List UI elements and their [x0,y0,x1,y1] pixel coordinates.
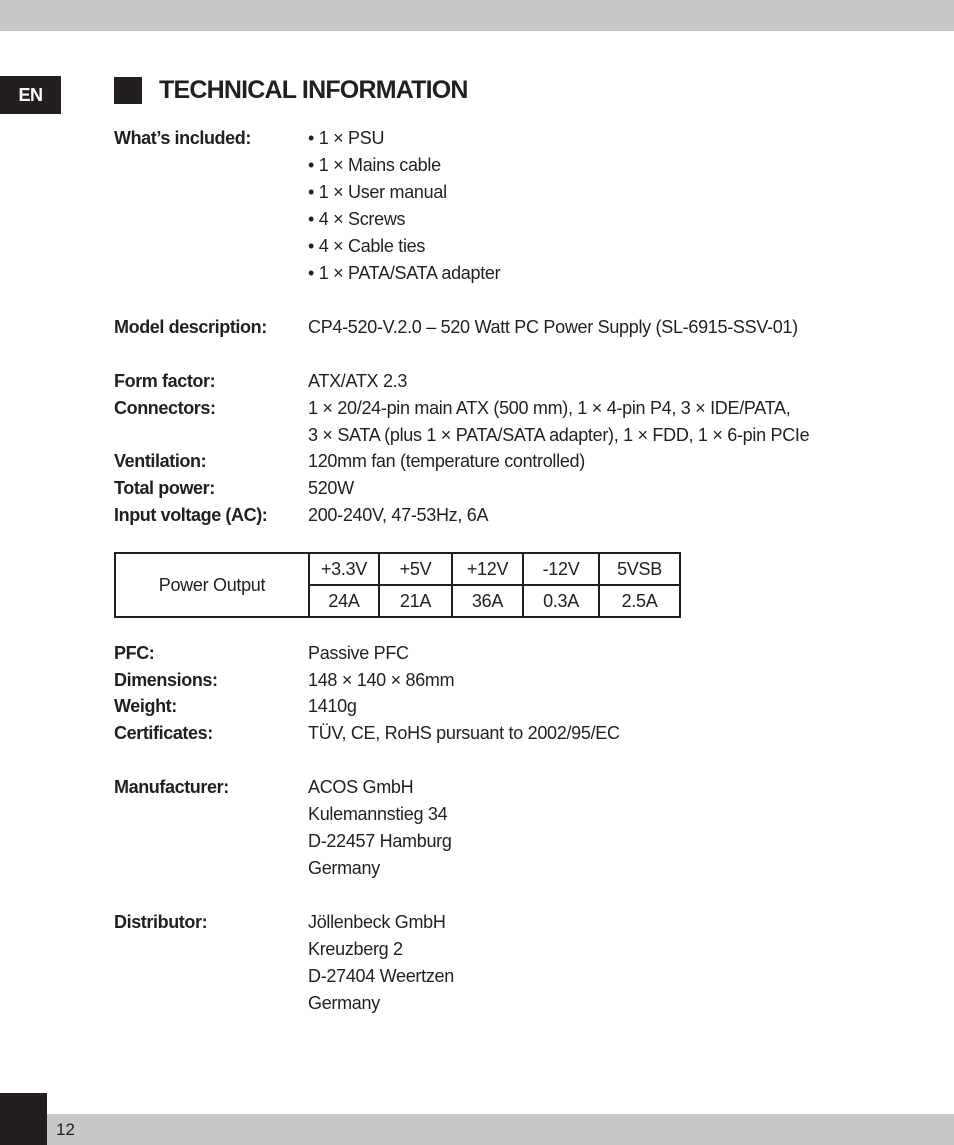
input-voltage-value: 200-240V, 47-53Hz, 6A [308,505,489,525]
rail-voltage-cell: -12V [523,553,599,585]
language-tab: EN [0,76,61,114]
certificates-value: TÜV, CE, RoHS pursuant to 2002/95/EC [308,723,620,743]
table-row [115,553,680,585]
rail-current-cell: 2.5A [599,585,680,617]
power-output-row-header: Power Output [115,553,309,617]
distributor-address-line: Jöllenbeck GmbH [308,912,446,932]
form-factor-label: Form factor: [114,371,216,391]
included-label: What’s included: [114,128,251,148]
rail-current-cell: 21A [379,585,452,617]
ventilation-label: Ventilation: [114,451,207,471]
connectors-label: Connectors: [114,398,216,418]
heading-square-marker [114,77,142,104]
dimensions-value: 148 × 140 × 86mm [308,670,455,690]
included-item: • 1 × PSU [308,128,385,148]
model-value: CP4-520-V.2.0 – 520 Watt PC Power Supply (SL-6915-SSV-01) [308,317,798,337]
included-item: • 1 × Mains cable [308,155,441,175]
bottom-band [0,1114,954,1145]
weight-value: 1410g [308,696,357,716]
pfc-value: Passive PFC [308,643,409,663]
rail-voltage-cell: +12V [452,553,523,585]
manufacturer-label: Manufacturer: [114,777,229,797]
weight-label: Weight: [114,696,177,716]
top-band [0,0,954,31]
distributor-address-line: D-27404 Weertzen [308,966,454,986]
rail-current-cell: 36A [452,585,523,617]
rail-voltage-cell: 5VSB [599,553,680,585]
manufacturer-address-line: D-22457 Hamburg [308,831,452,851]
page-number: 12 [56,1120,75,1139]
model-label: Model description: [114,317,267,337]
rail-voltage-cell: +3.3V [309,553,379,585]
connectors-value-line: 1 × 20/24-pin main ATX (500 mm), 1 × 4-pin P4, 3 × IDE/PATA, [308,398,791,418]
pfc-label: PFC: [114,643,155,663]
distributor-label: Distributor: [114,912,208,932]
manufacturer-address-line: ACOS GmbH [308,777,414,797]
power-output-table [114,552,681,618]
included-item: • 4 × Cable ties [308,236,426,256]
distributor-address-line: Germany [308,993,380,1013]
form-factor-value: ATX/ATX 2.3 [308,371,408,391]
rail-voltage-cell: +5V [379,553,452,585]
distributor-address-line: Kreuzberg 2 [308,939,403,959]
manufacturer-address-line: Germany [308,858,380,878]
rail-current-cell: 0.3A [523,585,599,617]
total-power-value: 520W [308,478,354,498]
page-title: TECHNICAL INFORMATION [159,76,468,104]
included-item: • 1 × User manual [308,182,447,202]
rail-current-cell: 24A [309,585,379,617]
manufacturer-address-line: Kulemannstieg 34 [308,804,448,824]
connectors-value-line: 3 × SATA (plus 1 × PATA/SATA adapter), 1 × FDD, 1 × 6-pin PCIe [308,425,810,445]
included-item: • 4 × Screws [308,209,406,229]
ventilation-value: 120mm fan (temperature controlled) [308,451,585,471]
input-voltage-label: Input voltage (AC): [114,505,268,525]
certificates-label: Certificates: [114,723,213,743]
bottom-corner-block [0,1093,47,1145]
dimensions-label: Dimensions: [114,670,218,690]
total-power-label: Total power: [114,478,215,498]
included-item: • 1 × PATA/SATA adapter [308,263,501,283]
